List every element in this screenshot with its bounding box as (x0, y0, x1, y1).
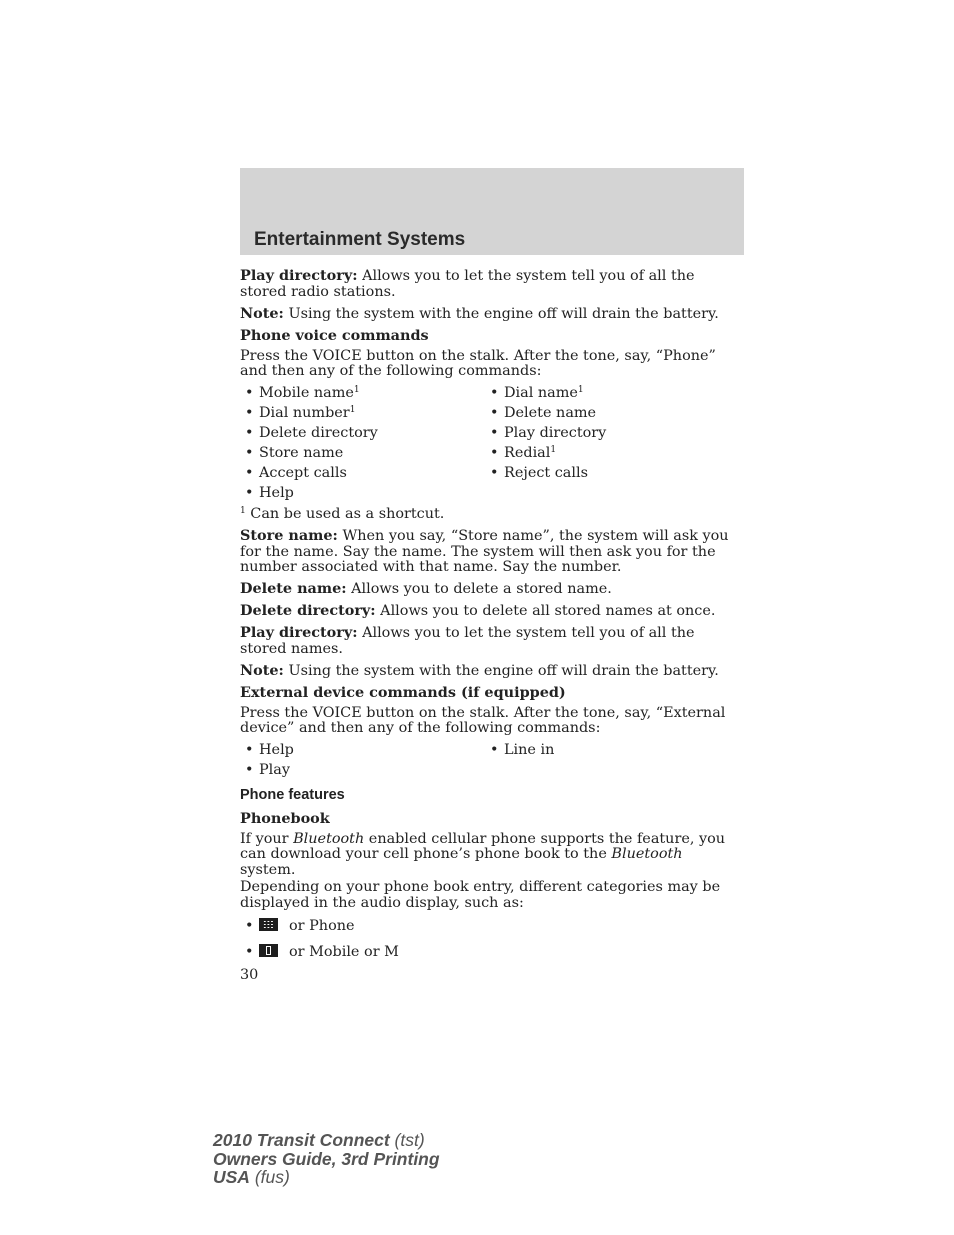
footnote-mark: 1 (240, 506, 246, 516)
bullet: • (245, 762, 254, 778)
bullet: • (490, 385, 499, 401)
bullet: • (245, 465, 254, 481)
bullet: • (490, 445, 499, 461)
footnote-ref: 1 (353, 385, 360, 395)
section-header-band (240, 168, 744, 255)
category-text: or Phone (289, 918, 355, 934)
category-text: or Mobile or M (289, 944, 399, 960)
mobile-phone-icon (259, 944, 278, 957)
term-text: Using the system with the engine off will drain the battery. (283, 305, 719, 322)
command-column-right (485, 742, 730, 782)
footer-line-3 (213, 1168, 440, 1187)
list-item (240, 405, 485, 425)
phonebook-paragraph (240, 832, 730, 879)
command-text: Dial name (504, 385, 578, 401)
page-number: 30 (240, 967, 259, 983)
list-item (240, 485, 485, 505)
bullet: • (245, 425, 254, 441)
text-italic: Bluetooth (293, 830, 365, 847)
page-content (240, 268, 730, 984)
footnote-ref: 1 (550, 445, 557, 455)
external-device-intro: Press the VOICE button on the stalk. After the tone, say, “External device” and then any of the following commands: (240, 704, 726, 736)
footer-line-2: Owners Guide, 3rd Printing (213, 1148, 440, 1169)
text: enabled cellular phone supports the feature, you can download your cell phone’s phone book to the (240, 830, 726, 862)
term-text: Allows you to delete a stored name. (346, 581, 612, 597)
phonebook-heading: Phonebook (240, 809, 330, 827)
list-item (485, 405, 730, 425)
term-label: Delete name: (240, 580, 347, 597)
external-command-list (240, 742, 730, 782)
command-text: Help (259, 742, 294, 758)
command-text: Line in (504, 742, 555, 758)
command-text: Dial number (259, 405, 350, 421)
bullet: • (490, 465, 499, 481)
list-item (485, 445, 730, 465)
term-text: When you say, “Store name”, the system will ask you for the name. Say the name. The system will then ask you for the number associated with that name. Say the number. (240, 528, 729, 575)
list-item (240, 465, 485, 485)
command-text: Mobile name (259, 385, 354, 401)
footer-text: 2010 Transit Connect (213, 1130, 390, 1150)
list-item (240, 742, 485, 762)
command-text: Redial (504, 445, 551, 461)
term-text: Allows you to delete all stored names at once. (375, 603, 716, 619)
term-text: Using the system with the engine off will drain the battery. (283, 662, 719, 679)
list-item (485, 385, 730, 405)
list-item (485, 425, 730, 445)
command-text: Delete directory (259, 425, 378, 441)
paragraph-store-name (240, 528, 730, 576)
command-text: Accept calls (259, 465, 347, 481)
term-label: Store name: (240, 527, 338, 544)
external-device-heading: External device commands (if equipped) (240, 683, 566, 701)
footnote (240, 507, 730, 523)
phone-voice-heading: Phone voice commands (240, 326, 429, 344)
paragraph-play-directory (240, 268, 730, 300)
list-item (485, 742, 730, 762)
phone-features-title: Phone features (240, 787, 345, 803)
term-label: Delete directory: (240, 602, 376, 619)
paragraph-delete-directory (240, 603, 730, 620)
paragraph-delete-name (240, 581, 730, 598)
footer-text: USA (213, 1167, 250, 1187)
paragraph-play-directory-names (240, 625, 730, 657)
text: If your (240, 830, 294, 847)
command-column-left (240, 385, 485, 505)
footer-line-1 (213, 1131, 440, 1150)
phone-command-list (240, 385, 730, 505)
term-label: Play directory: (240, 624, 358, 641)
section-title: Entertainment Systems (254, 229, 466, 250)
command-text: Reject calls (504, 465, 588, 481)
command-column-right (485, 385, 730, 505)
footnote-ref: 1 (577, 385, 584, 395)
term-text: Allows you to let the system tell you of all the stored names. (240, 625, 695, 657)
bullet: • (245, 385, 254, 401)
footnote-ref: 1 (349, 405, 356, 415)
term-label: Note: (240, 661, 284, 679)
term-label: Note: (240, 304, 284, 322)
phone-keypad-icon (259, 918, 278, 931)
bullet: • (245, 742, 254, 758)
bullet: • (490, 405, 499, 421)
list-item (240, 425, 485, 445)
document-footer (213, 1131, 440, 1187)
list-item (240, 445, 485, 465)
phone-voice-intro: Press the VOICE button on the stalk. After the tone, say, “Phone” and then any of the following commands: (240, 347, 716, 379)
paragraph-note (240, 306, 730, 323)
footer-text: (fus) (249, 1167, 290, 1187)
command-text: Help (259, 485, 294, 501)
bullet: • (245, 485, 254, 501)
command-text: Play directory (504, 425, 607, 441)
bullet: • (245, 445, 254, 461)
text: system. (240, 861, 296, 878)
list-item (485, 465, 730, 485)
command-text: Delete name (504, 405, 597, 421)
bullet: • (245, 918, 254, 934)
paragraph-note-2 (240, 663, 730, 680)
command-text: Play (259, 762, 290, 778)
list-item (240, 762, 485, 782)
phonebook-categories-paragraph: Depending on your phone book entry, different categories may be displayed in the audio display, such as: (240, 879, 721, 911)
term-text: Allows you to let the system tell you of all the stored radio stations. (240, 268, 695, 300)
command-column-left (240, 742, 485, 782)
bullet: • (245, 944, 254, 960)
footer-text: (tst) (389, 1130, 425, 1150)
command-text: Store name (259, 445, 344, 461)
list-item (240, 385, 485, 405)
text-italic: Bluetooth (611, 846, 683, 862)
list-item (240, 944, 730, 970)
footnote-text: Can be used as a shortcut. (245, 506, 445, 522)
list-item (240, 918, 730, 944)
bullet: • (490, 425, 499, 441)
bullet: • (245, 405, 254, 421)
term-label: Play directory: (240, 267, 358, 284)
bullet: • (490, 742, 499, 758)
